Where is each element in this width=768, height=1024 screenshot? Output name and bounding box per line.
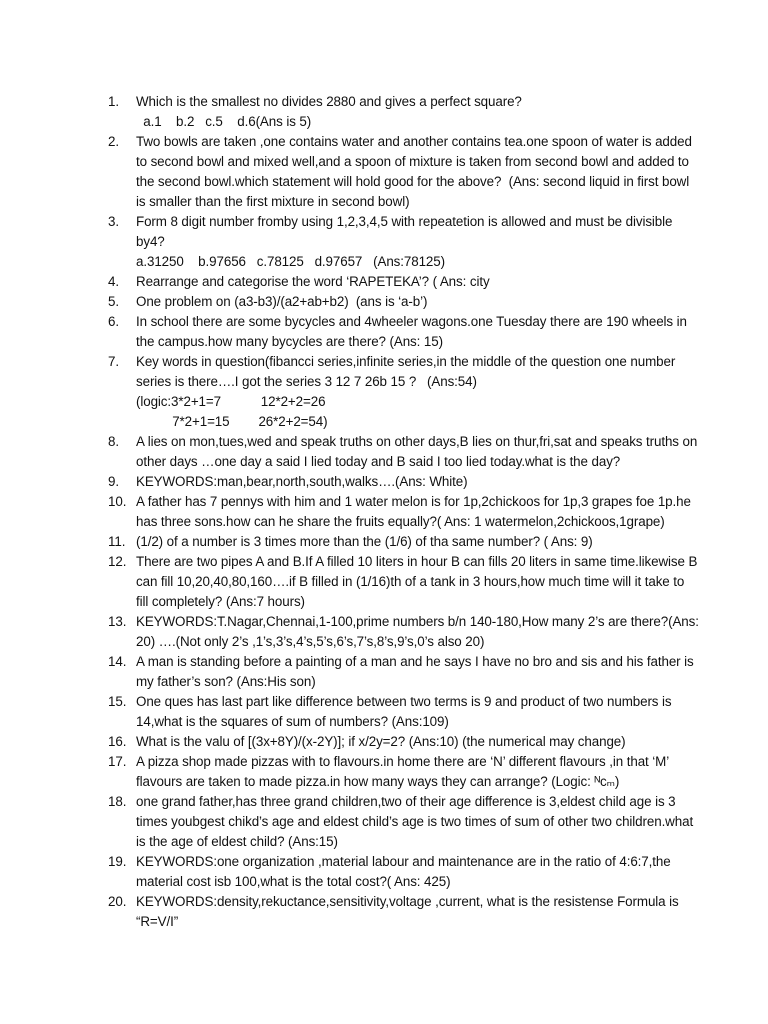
question-number: 3.	[108, 214, 119, 229]
question-number: 4.	[108, 274, 119, 289]
question-line: times youbgest chikd’s age and eldest child’s age is two times of sum of other two children.what	[136, 814, 694, 829]
question-number: 14.	[108, 654, 127, 669]
question-line: There are two pipes A and B.If A filled 10 liters in hour B can fills 20 liters in same time.likewise B	[136, 554, 698, 569]
question-list	[108, 92, 699, 932]
question-line: One problem on (a3-b3)/(a2+ab+b2) (ans is ‘a-b’)	[136, 294, 428, 309]
question-text	[136, 552, 698, 612]
question-item	[108, 132, 692, 212]
question-line: (logic:3*2+1=7 12*2+2=26	[136, 394, 326, 409]
question-number: 18.	[108, 794, 127, 809]
question-line: by4?	[136, 234, 165, 249]
question-line: series is there….I got the series 3 12 7 26b 15 ? (Ans:54)	[136, 374, 477, 389]
question-text	[136, 612, 699, 652]
question-text	[136, 352, 680, 432]
question-item	[108, 552, 698, 612]
question-line: fill completely? (Ans:7 hours)	[136, 594, 305, 609]
question-line: Which is the smallest no divides 2880 and gives a perfect square?	[136, 94, 522, 109]
question-text	[136, 792, 694, 852]
question-number: 1.	[108, 94, 119, 109]
question-item	[108, 432, 698, 472]
question-text	[136, 292, 680, 312]
question-line: A man is standing before a painting of a man and he says I have no bro and sis and his father is	[136, 654, 694, 669]
question-item	[108, 612, 699, 652]
question-line: Rearrange and categorise the word ‘RAPETEKA’? ( Ans: city	[136, 274, 490, 289]
question-line: the campus.how many bycycles are there? (Ans: 15)	[136, 334, 443, 349]
question-line: What is the valu of [(3x+8Y)/(x-2Y)]; if x/2y=2? (Ans:10) (the numerical may change)	[136, 734, 626, 749]
question-text	[136, 132, 692, 212]
question-item	[108, 92, 680, 132]
question-text	[136, 852, 680, 892]
question-item	[108, 272, 680, 292]
question-line: can fill 10,20,40,80,160….if B filled in (1/16)th of a tank in 3 hours,how much time will it take to	[136, 574, 685, 589]
question-number: 7.	[108, 354, 119, 369]
question-number: 9.	[108, 474, 119, 489]
question-line: A pizza shop made pizzas with to flavours.in home there are ‘N’ different flavours ,in that ‘M’	[136, 754, 670, 769]
question-line: is the age of eldest child? (Ans:15)	[136, 834, 338, 849]
question-item	[108, 212, 680, 272]
question-text	[136, 212, 680, 272]
question-item	[108, 652, 694, 692]
question-number: 12.	[108, 554, 127, 569]
question-number: 6.	[108, 314, 119, 329]
question-item	[108, 852, 680, 892]
question-item	[108, 492, 691, 532]
question-line: A father has 7 pennys with him and 1 water melon is for 1p,2chickoos for 1p,3 grapes foe 1p.he	[136, 494, 691, 509]
question-number: 5.	[108, 294, 119, 309]
question-item	[108, 312, 687, 352]
question-line: 7*2+1=15 26*2+2=54)	[136, 414, 328, 429]
question-item	[108, 892, 680, 932]
question-line: is smaller than the first mixture in second bowl)	[136, 194, 410, 209]
question-line: the second bowl.which statement will hold good for the above? (Ans: second liquid in first bowl	[136, 174, 690, 189]
question-text	[136, 432, 698, 472]
question-line: one grand father,has three grand children,two of their age difference is 3,eldest child age is 3	[136, 794, 676, 809]
question-line: a.1 b.2 c.5 d.6(Ans is 5)	[136, 114, 312, 129]
question-number: 20.	[108, 894, 127, 909]
question-item	[108, 532, 680, 552]
question-line: KEYWORDS:T.Nagar,Chennai,1-100,prime numbers b/n 140-180,How many 2’s are there?(Ans:	[136, 614, 699, 629]
question-line: has three sons.how can he share the fruits equally?( Ans: 1 watermelon,2chickoos,1grape)	[136, 514, 665, 529]
question-text	[136, 692, 680, 732]
question-number: 19.	[108, 854, 127, 869]
question-text	[136, 752, 680, 792]
question-line: Form 8 digit number fromby using 1,2,3,4,5 with repeatetion is allowed and must be divisible	[136, 214, 673, 229]
question-line: “R=V/I”	[136, 914, 179, 929]
question-text	[136, 472, 680, 492]
question-number: 15.	[108, 694, 127, 709]
question-number: 16.	[108, 734, 127, 749]
question-number: 8.	[108, 434, 119, 449]
question-line: KEYWORDS:one organization ,material labour and maintenance are in the ratio of 4:6:7,the	[136, 854, 671, 869]
question-line: 20) ….(Not only 2’s ,1’s,3’s,4’s,5’s,6’s,7’s,8’s,9’s,0’s also 20)	[136, 634, 485, 649]
question-text	[136, 272, 680, 292]
question-number: 2.	[108, 134, 119, 149]
question-number: 10.	[108, 494, 127, 509]
question-line: flavours are taken to made pizza.in how many ways they can arrange? (Logic: ᴺᴄₘ)	[136, 774, 620, 789]
question-line: A lies on mon,tues,wed and speak truths on other days,B lies on thur,fri,sat and speaks truths on	[136, 434, 698, 449]
question-line: Two bowls are taken ,one contains water and another contains tea.one spoon of water is added	[136, 134, 692, 149]
question-item	[108, 292, 680, 312]
question-item	[108, 732, 680, 752]
question-item	[108, 472, 680, 492]
question-line: 14,what is the squares of sum of numbers? (Ans:109)	[136, 714, 449, 729]
question-line: One ques has last part like difference between two terms is 9 and product of two numbers is	[136, 694, 672, 709]
question-text	[136, 492, 691, 532]
question-line: Key words in question(fibancci series,infinite series,in the middle of the question one number	[136, 354, 676, 369]
question-text	[136, 732, 680, 752]
question-number: 17.	[108, 754, 127, 769]
question-line: other days …one day a said I lied today and B said I too lied today.what is the day?	[136, 454, 621, 469]
question-item	[108, 752, 680, 792]
question-text	[136, 312, 687, 352]
question-line: material cost isb 100,what is the total cost?( Ans: 425)	[136, 874, 451, 889]
question-number: 11.	[108, 534, 126, 549]
question-line: KEYWORDS:density,rekuctance,sensitivity,voltage ,current, what is the resistense Formula is	[136, 894, 679, 909]
question-item	[108, 692, 680, 732]
question-item	[108, 352, 680, 432]
question-line: (1/2) of a number is 3 times more than the (1/6) of tha same number? ( Ans: 9)	[136, 534, 593, 549]
question-line: KEYWORDS:man,bear,north,south,walks….(Ans: White)	[136, 474, 468, 489]
question-line: In school there are some bycycles and 4wheeler wagons.one Tuesday there are 190 wheels in	[136, 314, 687, 329]
question-text	[136, 892, 680, 932]
question-line: my father’s son? (Ans:His son)	[136, 674, 316, 689]
question-text	[136, 92, 680, 132]
question-text	[136, 652, 694, 692]
question-number: 13.	[108, 614, 127, 629]
question-line: a.31250 b.97656 c.78125 d.97657 (Ans:78125)	[136, 254, 445, 269]
question-text	[136, 532, 680, 552]
question-line: to second bowl and mixed well,and a spoon of mixture is taken from second bowl and added to	[136, 154, 689, 169]
question-item	[108, 792, 694, 852]
